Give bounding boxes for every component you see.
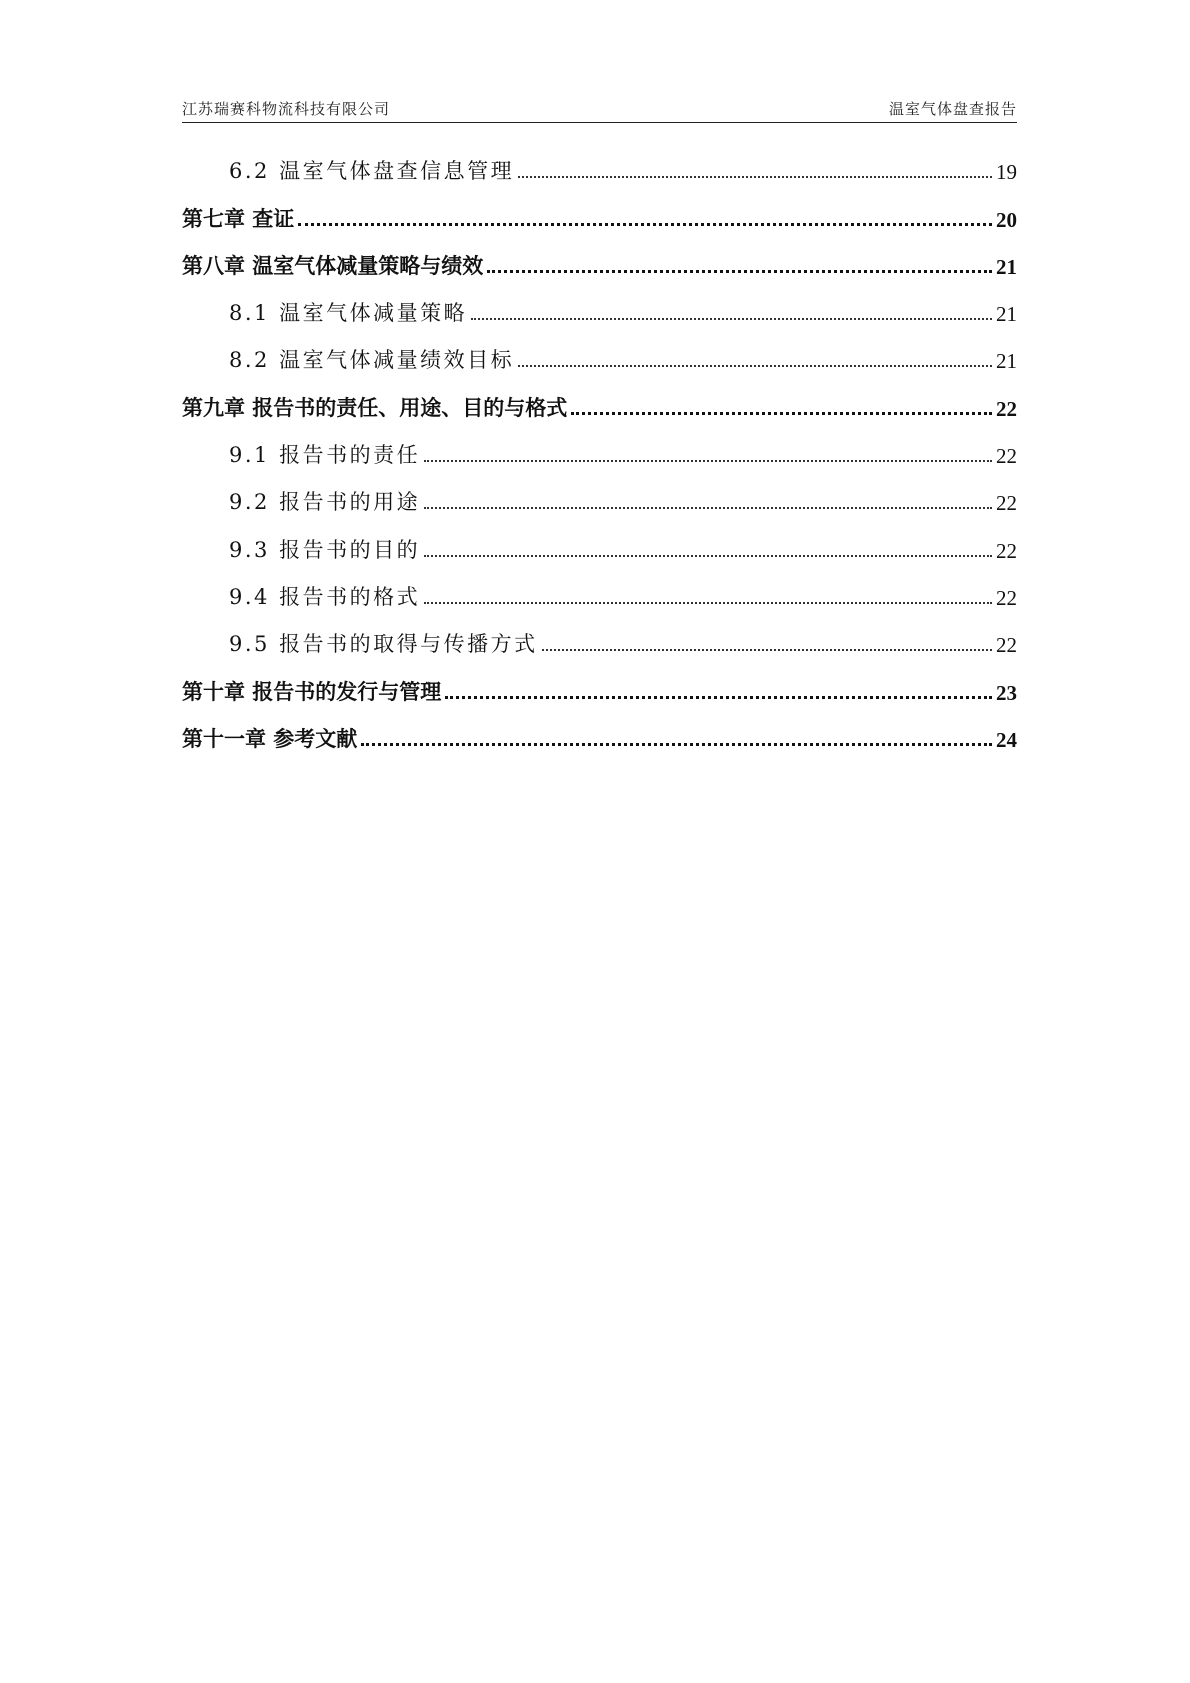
toc-entry-page: 22 xyxy=(996,538,1017,563)
toc-entry-8-2[interactable] xyxy=(182,339,1017,386)
table-of-contents xyxy=(182,150,1017,765)
header-document-title: 温室气体盘查报告 xyxy=(888,100,1017,118)
toc-entry-page: 22 xyxy=(996,396,1017,421)
toc-leader-dots xyxy=(424,460,992,462)
toc-leader-dots xyxy=(424,555,992,557)
toc-entry-page: 22 xyxy=(996,444,1017,469)
toc-entry-6-2[interactable] xyxy=(182,150,1017,197)
toc-leader-dots xyxy=(424,602,992,604)
toc-entry-page: 20 xyxy=(996,207,1017,232)
toc-entry-label: 第十一章 参考文献 xyxy=(182,725,358,751)
toc-entry-8-1[interactable] xyxy=(182,292,1017,339)
toc-entry-page: 23 xyxy=(996,680,1017,705)
toc-entry-page: 22 xyxy=(996,491,1017,516)
toc-leader-dots xyxy=(424,507,992,509)
toc-leader-dots xyxy=(298,223,992,226)
toc-entry-label: 9.4 报告书的格式 xyxy=(229,584,421,609)
toc-leader-dots xyxy=(471,318,992,320)
toc-entry-chapter-7[interactable] xyxy=(182,197,1017,244)
toc-entry-label: 9.5 报告书的取得与传播方式 xyxy=(229,632,538,657)
toc-entry-page: 19 xyxy=(996,160,1017,185)
toc-entry-chapter-8[interactable] xyxy=(182,245,1017,292)
toc-entry-chapter-11[interactable] xyxy=(182,718,1017,765)
toc-entry-label: 9.3 报告书的目的 xyxy=(229,537,421,562)
toc-entry-chapter-9[interactable] xyxy=(182,386,1017,433)
toc-entry-label: 6.2 温室气体盘查信息管理 xyxy=(229,159,515,184)
toc-entry-9-4[interactable] xyxy=(182,576,1017,623)
toc-leader-dots xyxy=(518,365,992,367)
toc-leader-dots xyxy=(542,649,992,651)
toc-entry-9-2[interactable] xyxy=(182,481,1017,528)
toc-entry-9-5[interactable] xyxy=(182,623,1017,670)
toc-entry-label: 第十章 报告书的发行与管理 xyxy=(182,678,442,704)
toc-entry-page: 22 xyxy=(996,633,1017,658)
page-header xyxy=(182,96,1017,123)
toc-entry-chapter-10[interactable] xyxy=(182,670,1017,717)
toc-leader-dots xyxy=(571,412,992,415)
toc-entry-label: 第九章 报告书的责任、用途、目的与格式 xyxy=(182,394,568,420)
toc-entry-label: 8.1 温室气体减量策略 xyxy=(229,301,468,326)
toc-entry-label: 9.1 报告书的责任 xyxy=(229,443,421,468)
toc-entry-9-1[interactable] xyxy=(182,434,1017,481)
toc-entry-label: 8.2 温室气体减量绩效目标 xyxy=(229,348,515,373)
toc-entry-page: 24 xyxy=(996,727,1017,752)
toc-entry-9-3[interactable] xyxy=(182,528,1017,575)
toc-entry-page: 21 xyxy=(996,349,1017,374)
toc-entry-label: 第八章 温室气体减量策略与绩效 xyxy=(182,252,484,278)
toc-entry-page: 21 xyxy=(996,302,1017,327)
toc-leader-dots xyxy=(361,743,992,746)
toc-leader-dots xyxy=(487,270,992,273)
toc-entry-label: 第七章 查证 xyxy=(182,205,295,231)
toc-leader-dots xyxy=(518,176,992,178)
toc-leader-dots xyxy=(445,696,992,699)
toc-entry-page: 22 xyxy=(996,585,1017,610)
toc-entry-page: 21 xyxy=(996,254,1017,279)
toc-entry-label: 9.2 报告书的用途 xyxy=(229,490,421,515)
header-company-name: 江苏瑞赛科物流科技有限公司 xyxy=(182,100,391,118)
